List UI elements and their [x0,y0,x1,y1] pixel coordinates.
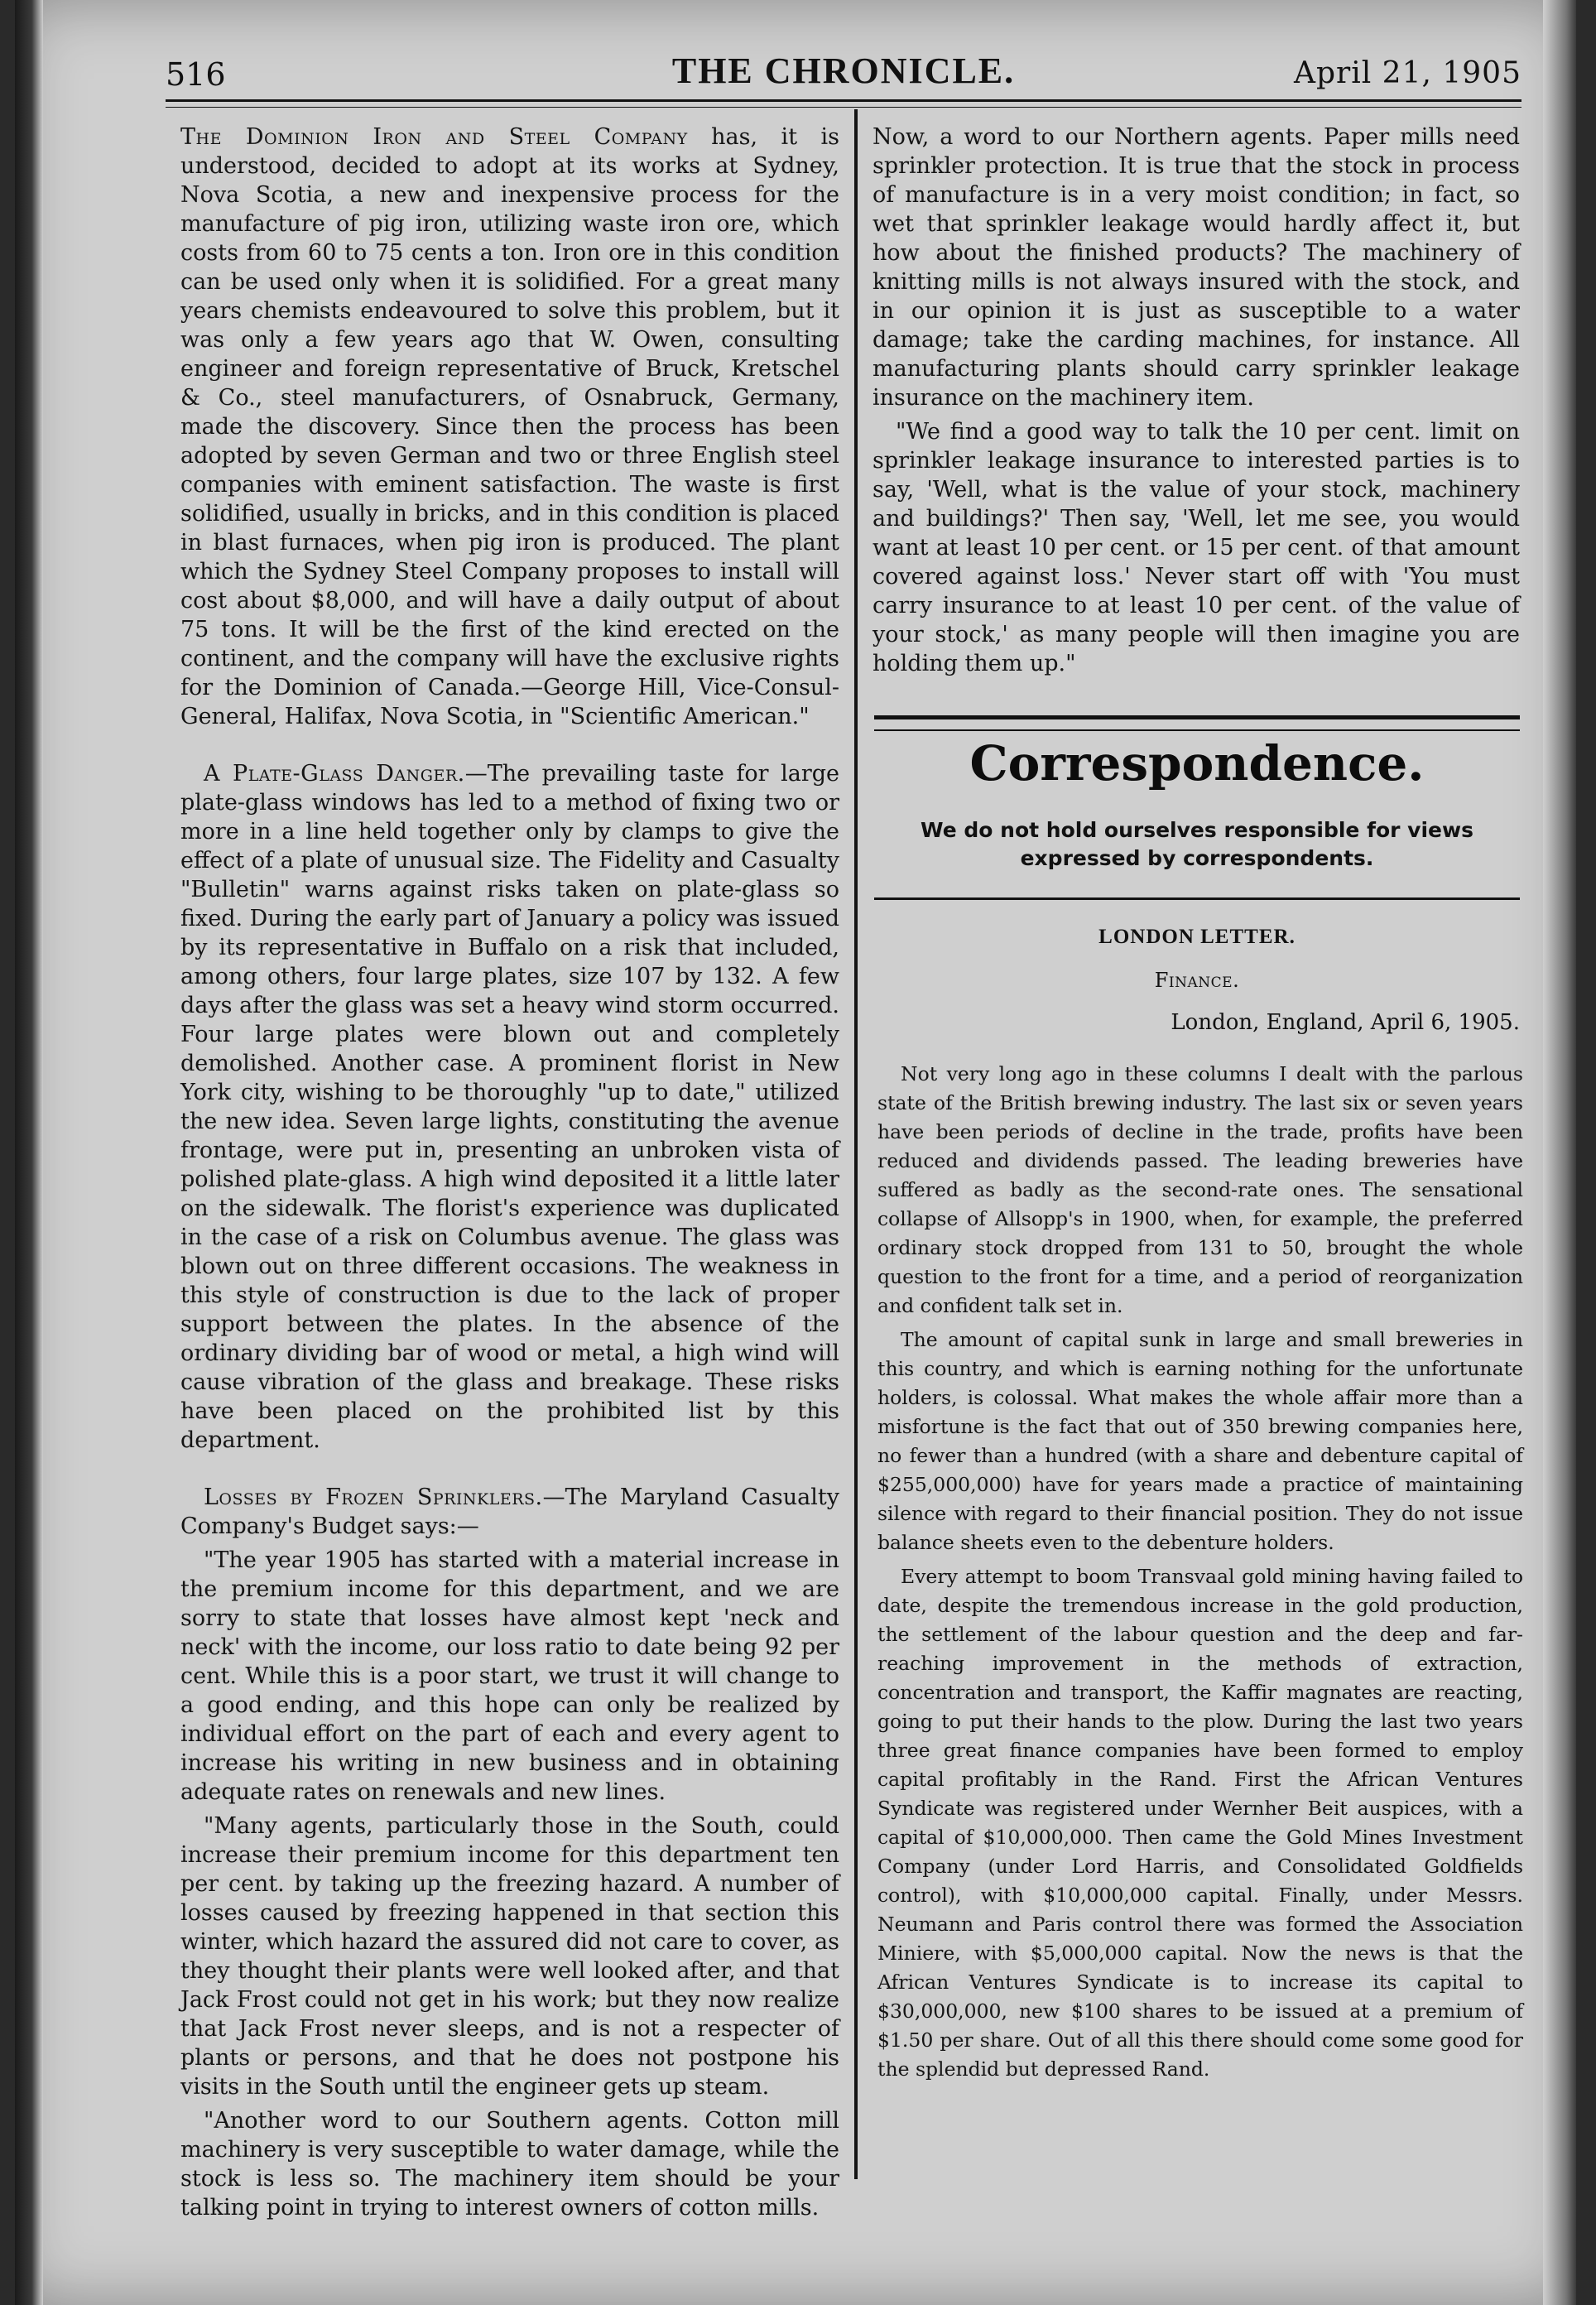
article-body: —The prevailing taste for large plate-glass windows has led to a method of fixing two or more in a line held together only by clamps to give the effect of a plate of unusual size. The Fidelity and Casualty "Bulletin" warns against risks taken on plate-glass so fixed. During the early part of January a policy was issued by its representative in Buffalo on a risk that included, among others, four large plates, size 107 by 132. A few days after the glass was set a heavy wind storm occurred. Four large plates were blown out and completely demolished. Another case. A prominent florist in New York city, wishing to be thoroughly "up to date," utilized the new idea. Seven large lights, constituting the avenue frontage, were put in, presenting an unbroken vista of polished plate-glass. A high wind deposited it a little later on the sidewalk. The florist's experience was duplicated in the case of a risk on Columbus avenue. The glass was blown out on three different occasions. The weakness in this style of construction is due to the lack of proper support between the plates. In the absence of the ordinary dividing bar of wood or metal, a high wind will cause vibration of the glass and breakage. These risks have been placed on the prohibited list by this department. [180,761,839,1453]
issue-date: April 21, 1905 [1293,56,1521,90]
letter-dateline: London, England, April 6, 1905. [1171,1010,1520,1035]
article-dominion-iron [180,123,839,731]
paragraph: Not very long ago in these columns I dealt with the parlous state of the British brewing industry. The last six or seven years have been periods of decline in the trade, profits have been reduced and dividends passed. The leading breweries have suffered as badly as the second-rate ones. The sensational collapse of Allsopp's in 1900, when, for example, the preferred ordinary stock dropped from 131 to 50, brought the whole question to the front for a time, and a period of reorganization and confident talk set in. [877,1062,1523,1317]
running-header [166,50,1521,99]
paragraph: Now, a word to our Northern agents. Paper mills need sprinkler protection. It is true that the stock in process of manufacture is in a very moist condition; in fact, so wet that sprinkler leakage would hardly affect it, but how about the finished products? The machinery of knitting mills is not always insured with the stock, and in our opinion it is just as susceptible to a water damage; take the carding machines, for instance. All manufacturing plants should carry sprinkler leakage insurance on the machinery item. [873,124,1520,411]
london-letter-body [877,1060,1523,2089]
article-body: —The Maryland Casualty Company's Budget says:— [180,1485,840,1539]
paragraph: The amount of capital sunk in large and small breweries in this country, and which is earning nothing for the unfortunate holders, is colossal. What makes the whole affair more than a misfortune is the fact that out of 350 brewing companies here, no fewer than a hundred (with a share and debenture capital of $255,000,000) have for years made a practice of maintaining silence with regard to their financial position. They do not issue balance sheets even to the debenture holders. [877,1328,1523,1554]
article-frozen-sprinklers [180,1483,839,1541]
letter-subtitle: Finance. [1154,969,1240,992]
paragraph: Every attempt to boom Transvaal gold mining having failed to date, despite the tremendous increase in the gold production, the settlement of the labour question and the deep and far-reaching improvement in the methods of extraction, concentration and transport, the Kaffir magnates are reacting, going to put their hands to the plow. During the last two years three great finance companies have been formed to employ capital profitably in the Rand. First the African Ventures Syndicate was registered under Wernher Beit auspices, with a capital of $10,000,000. Then came the Gold Mines Investment Company (under Lord Harris, and Consolidated Goldfields control), with $10,000,000 capital. Finally, under Messrs. Neumann and Paris control there was formed the Association Miniere, with $5,000,000 capital. Now the news is that the African Ventures Syndicate is to increase its capital to $30,000,000, new $100 shares to be issued at a premium of $1.50 per share. Out of all this there should come some good for the splendid but depressed Rand. [877,1565,1523,2081]
article-lead: A Plate-Glass Danger. [204,761,465,787]
page-number: 516 [166,56,226,93]
article-body: has, it is understood, decided to adopt at its works at Sydney, Nova Scotia, a new and inexpensive process for the manufacture of pig iron, utilizing waste iron ore, which costs from 60 to 75 cents a ton. Iron ore in this condition can be used only when it is solidified. For a great many years chemists endeavoured to solve this problem, but it was only a few years ago that W. Owen, consulting engineer and foreign representative of Bruck, Kretschel & Co., steel manufacturers, of Osnabruck, Germany, made the discovery. Since then the process has been adopted by seven German and two or three English steel companies with eminent satisfaction. The waste is first solidified, usually in bricks, and in this condition is placed in blast furnaces, when pig iron is produced. The plant which the Sydney Steel Company proposes to install will cost about $8,000, and will have a daily output of about 75 tons. It will be the first of the kind erected on the continent, and the company will have the exclusive rights for the Dominion of Canada.—George Hill, Vice-Consul-General, Halifax, Nova Scotia, in "Scientific American." [180,124,840,729]
article-lead: The Dominion Iron and Steel Company [180,124,688,150]
article-plate-glass [180,759,839,1455]
paragraph: "We find a good way to talk the 10 per cent. limit on sprinkler leakage insurance to interested parties is to say, 'Well, what is the value of your stock, machinery and buildings?' Then say, 'Well, let me see, you would want at least 10 per cent. or 15 per cent. of that amount covered against loss.' Never start off with 'You must carry insurance to at least 10 per cent. of the value of your stock,' as many people will then imagine you are holding them up." [873,419,1520,676]
section-title: Correspondence. [969,735,1425,792]
paragraph: "The year 1905 has started with a material increase in the premium income for this department, and we are sorry to state that losses have almost kept 'neck and neck' with the income, our loss ratio to date being 92 per cent. While this is a poor start, we trust it will change to a good ending, and this hope can only be realized by individual effort on the part of each and every agent to increase his writing in new business and in obtaining adequate rates on renewals and new lines. [180,1547,839,1805]
disclaimer: We do not hold ourselves responsible for views expressed by correspondents. [921,818,1473,870]
left-column [180,123,839,2227]
letter-title: LONDON LETTER. [1098,926,1296,948]
divider-rule [874,897,1520,900]
page-binding-shadow [15,0,43,2305]
column-divider [854,109,858,2179]
paragraph: "Another word to our Southern agents. Cotton mill machinery is very susceptible to water damage, while the stock is less so. The machinery item should be your talking point in trying to interest owners of cotton mills. [180,2108,839,2221]
page-edge-shadow [1543,0,1576,2305]
paragraph: "Many agents, particularly those in the South, could increase their premium income for this department ten per cent. by taking up the freezing hazard. A number of losses caused by freezing happened in that section this winter, which hazard the assured did not care to cover, as they thought their plants were well looked after, and that Jack Frost could not get in his work; but they now realize that Jack Frost never sleeps, and is not a respecter of plants or persons, and that he does not postpone his visits in the South until the engineer gets up steam. [180,1813,839,2100]
publication-title: THE CHRONICLE. [671,51,1016,91]
right-column-continuation [873,123,1520,683]
header-rule [166,99,1521,108]
article-lead: Losses by Frozen Sprinklers. [204,1485,543,1510]
section-separator [874,715,1520,731]
